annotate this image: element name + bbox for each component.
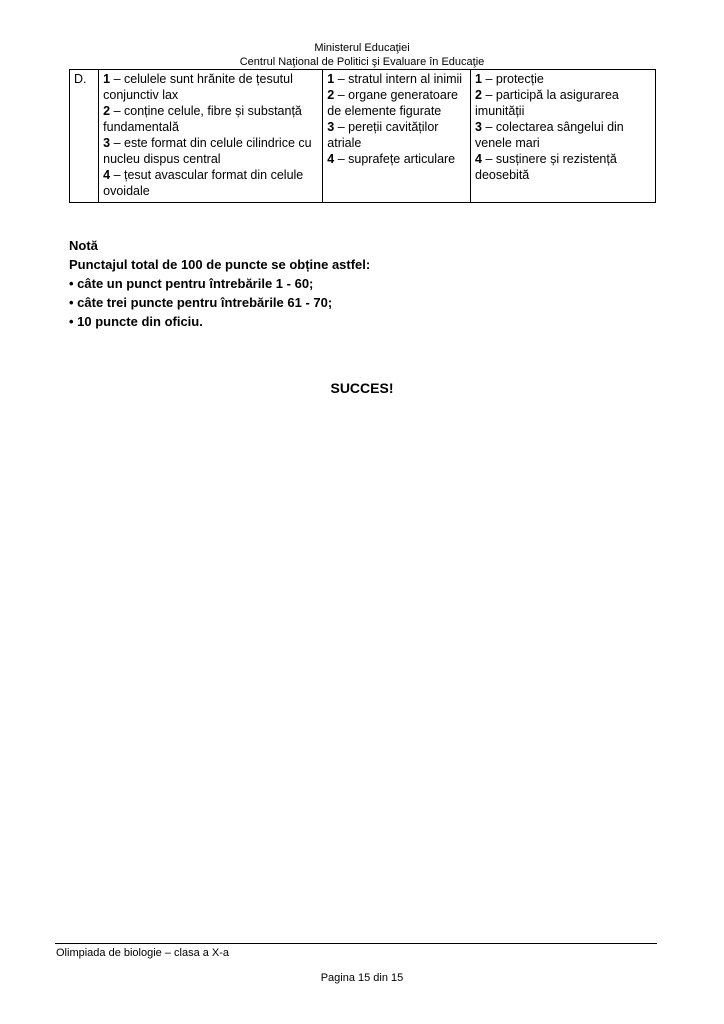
list-item: 4 – susținere și rezistență deosebită bbox=[475, 152, 617, 182]
note-bullet: • câte trei puncte pentru întrebările 61 - 70; bbox=[69, 295, 333, 310]
column-2-cell bbox=[323, 70, 471, 203]
page-number: Pagina 15 din 15 bbox=[320, 972, 404, 984]
list-item: 1 – celulele sunt hrănite de țesutul conjunctiv lax bbox=[103, 72, 293, 102]
list-item: 2 – participă la asigurarea imunității bbox=[475, 88, 619, 118]
note-title: Notă bbox=[69, 238, 98, 253]
column-1-cell bbox=[99, 70, 323, 203]
list-item: 2 – conține celule, fibre și substanță fundamentală bbox=[103, 104, 302, 134]
list-item: 4 – suprafețe articulare bbox=[327, 152, 456, 166]
header-center: Centrul Naţional de Politici şi Evaluare în Educaţie bbox=[239, 56, 485, 68]
note-intro: Punctajul total de 100 de puncte se obține astfel: bbox=[69, 257, 371, 272]
scoring-note bbox=[69, 236, 669, 331]
header-ministry: Ministerul Educaţiei bbox=[314, 42, 410, 54]
row-label: D. bbox=[70, 70, 99, 203]
table-row bbox=[70, 70, 656, 203]
list-item: 4 – țesut avascular format din celule ovoidale bbox=[103, 168, 304, 198]
list-item: 3 – este format din celule cilindrice cu nucleu dispus central bbox=[103, 136, 312, 166]
note-bullet: • 10 puncte din oficiu. bbox=[69, 314, 203, 329]
note-bullet: • câte un punct pentru întrebările 1 - 60; bbox=[69, 276, 314, 291]
success-message: SUCCES! bbox=[330, 380, 394, 396]
footer-title: Olimpiada de biologie – clasa a X-a bbox=[56, 947, 230, 959]
list-item: 1 – protecție bbox=[475, 72, 544, 86]
matching-table bbox=[69, 69, 656, 203]
list-item: 2 – organe generatoare de elemente figurate bbox=[327, 88, 458, 118]
list-item: 3 – colectarea sângelui din venele mari bbox=[475, 120, 624, 150]
footer-divider bbox=[55, 943, 657, 944]
column-3-cell bbox=[471, 70, 656, 203]
list-item: 3 – pereții cavităților atriale bbox=[327, 120, 439, 150]
list-item: 1 – stratul intern al inimii bbox=[327, 72, 463, 86]
